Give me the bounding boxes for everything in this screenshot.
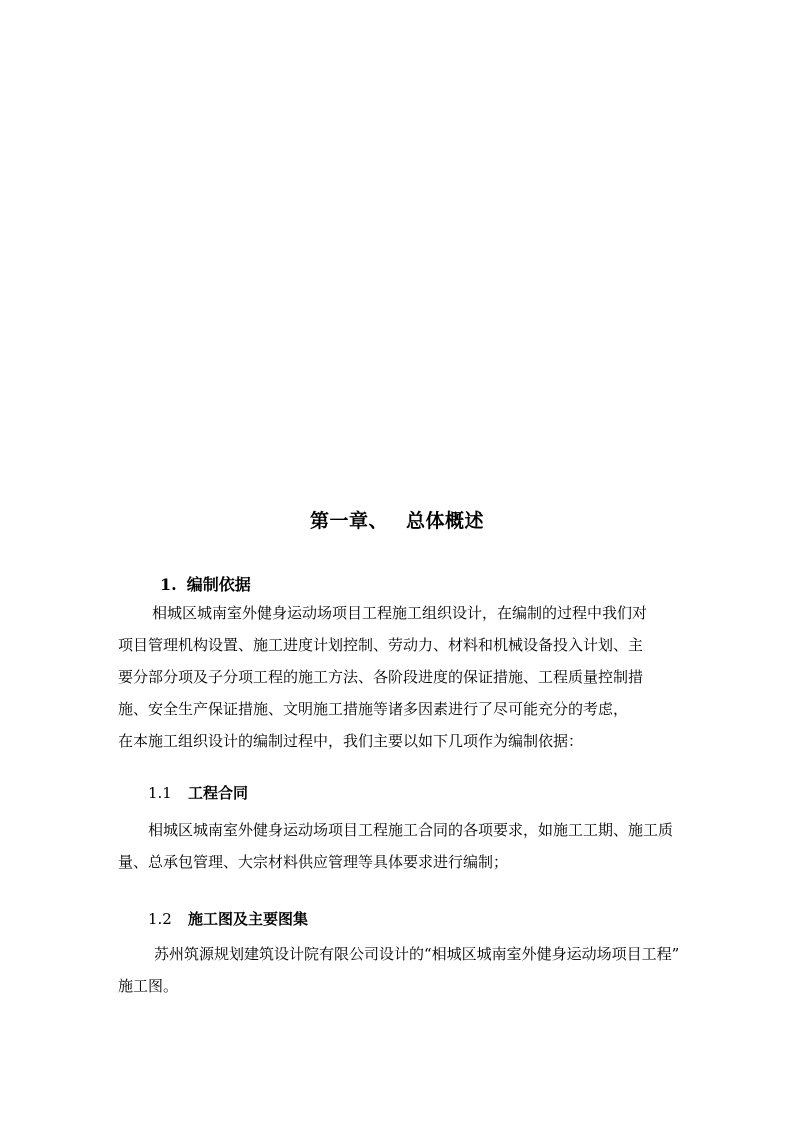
paragraph-line: 苏州筑源规划建筑设计院有限公司设计的“相城区城南室外健身运动场项目工程” (154, 945, 680, 963)
chapter-title-text: 总体概述 (406, 510, 485, 532)
paragraph-line: 相城区城南室外健身运动场项目工程施工合同的各项要求，如施工工期、施工质 (148, 821, 674, 839)
section-heading-1 (160, 572, 251, 595)
paragraph-line: 要分部分项及子分项工程的施工方法、各阶段进度的保证措施、工程质量控制措 (118, 668, 644, 686)
section-heading-1-1 (148, 782, 248, 803)
section-1-1-paragraph (118, 814, 690, 878)
paragraph-line: 在本施工组织设计的编制过程中，我们主要以如下几项作为编制依据： (118, 732, 584, 750)
section-1-2-paragraph (118, 938, 690, 1002)
paragraph-line: 量、总承包管理、大宗材料供应管理等具体要求进行编制； (118, 853, 509, 871)
section-number: 1.1 (148, 784, 172, 802)
section-number: 1. (160, 575, 177, 594)
section-number: 1.2 (148, 910, 172, 928)
section-title: 施工图及主要图集 (188, 910, 309, 928)
paragraph-line: 相城区城南室外健身运动场项目工程施工组织设计，在编制的过程中我们对 (152, 604, 648, 622)
section-title: 工程合同 (188, 784, 249, 802)
paragraph-line: 施工图。 (118, 977, 179, 995)
paragraph-line: 项目管理机构设置、施工进度计划控制、劳动力、材料和机械设备投入计划、主 (118, 636, 644, 654)
section-title: 编制依据 (186, 575, 251, 594)
section-heading-1-2 (148, 908, 308, 929)
paragraph-line: 施、安全生产保证措施、文明施工措施等诸多因素进行了尽可能充分的考虑， (118, 700, 629, 718)
chapter-title (0, 506, 794, 533)
chapter-number: 第一章、 (309, 510, 388, 532)
section-1-paragraph (118, 597, 690, 757)
